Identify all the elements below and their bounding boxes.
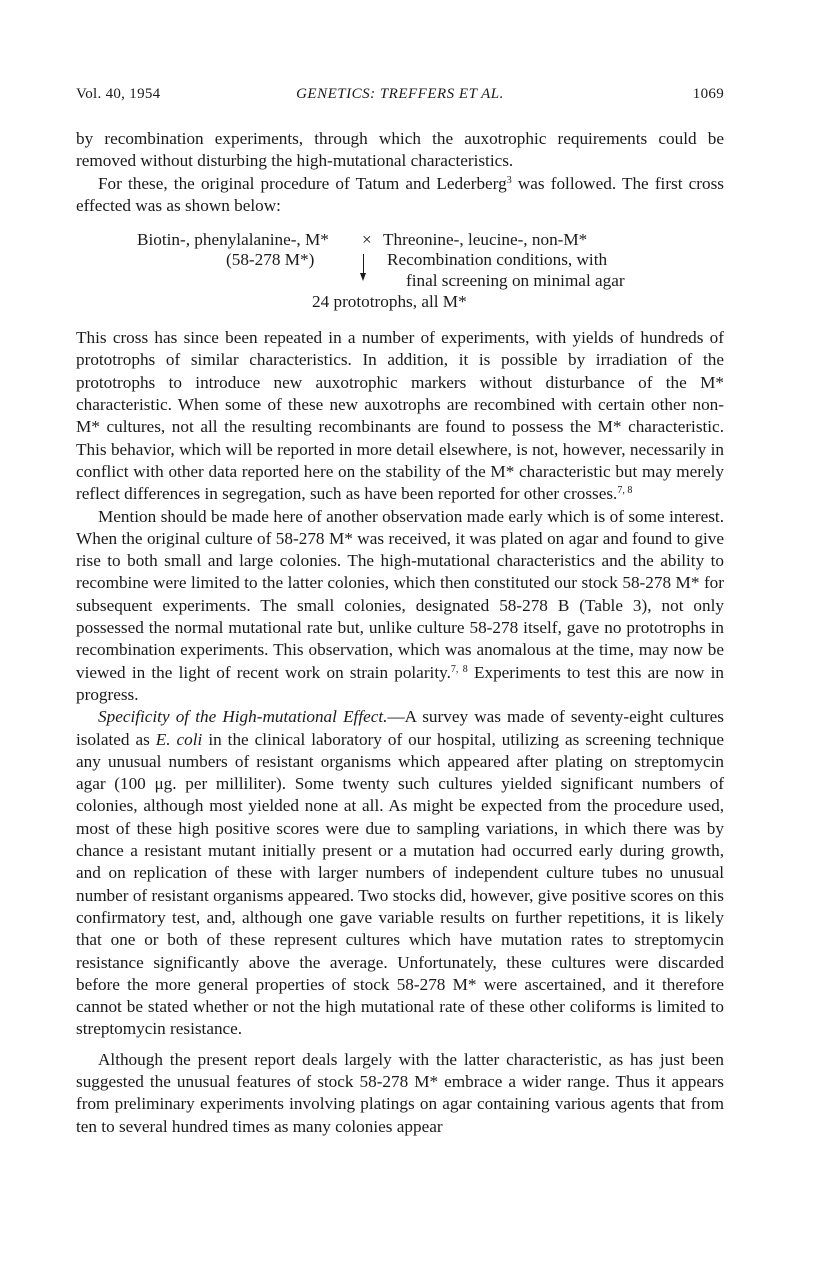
reference-7-8: 7, 8: [617, 485, 633, 497]
paragraph-4: [76, 506, 724, 707]
paragraph-3: [76, 327, 724, 505]
section-heading: Specificity of the High-mutational Effect.: [98, 707, 388, 727]
recombination-conditions: Recombination conditions, with: [387, 250, 608, 270]
species-name: E. coli: [155, 729, 203, 749]
paragraph-4-text-b: Experiments to test this are now in progress.: [76, 662, 725, 704]
paragraph-2: [76, 173, 724, 218]
article-body: [76, 128, 724, 1138]
page-number: 1069: [692, 86, 724, 102]
paragraph-3-text: This cross has since been repeated in a number of experiments, with yields of hundreds of prototrophs of similar characteristics. In addition, it is possible by irradiation of the prototrophs to introduce new auxotrophic markers without disturbance of the M* characteristic. When some of these new auxotrophs are recombined with certain other non-M* cultures, not all the resulting recombinants are found to possess the M* characteristic. This behavior, which will be reported in more detail elsewhere, is not, however, necessarily in conflict with other data reported here on the stability of the M* characteristic but may merely reflect differences in segregation, such as have been reported for other crosses.: [76, 328, 724, 504]
parent-1-stock: (58-278 M*): [226, 250, 315, 270]
paragraph-4-text-a: Mention should be made here of another observation made early which is of some interest. When the original culture of 58-278 M* was received, it was plated on agar and found to give rise to both small and large colonies. The high-mutational characteristics and the ability to recombine were limited to the latter colonies, which then constituted our stock 58-278 M* for subsequent experiments. The small colonies, designated 58-278 B (Table 3), not only possessed the normal mutational rate but, unlike culture 58-278 itself, gave no prototrophs in recombination experiments. This observation, which was anomalous at the time, may now be viewed in the light of recent work on strain polarity.: [76, 506, 724, 682]
paragraph-6: Although the present report deals largely with the latter characteristic, as has just been suggested the unusual features of stock 58-278 M* embrace a wider range. Thus it appears from preliminary experiments involving platings on agar containing various agents that from ten to several hundred times as many colonies appear: [76, 1049, 724, 1136]
reference-3: 3: [506, 174, 512, 186]
running-header: [76, 86, 724, 108]
paragraph-2-text-b: was followed. The first cross effected was as shown below:: [76, 173, 724, 215]
paragraph-5: [76, 706, 724, 1040]
paragraph-5-text-b: in the clinical laboratory of our hospital, utilizing as screening technique any unusual numbers of resistant organisms which appeared after plating on streptomycin agar (100 μg. per milliliter). Some twenty such cultures yielded significant numbers of colonies, although most yielded none at all. As might be expected from the procedure used, most of these high positive scores were due to sampling variations, in which there was by chance a resistant mutant initially present or a mutation had occurred early during growth, and on replication of these with larger numbers of independent culture tubes no unusual number of resistant organisms appeared. Two stocks did, however, give positive scores on this confirmatory test, and, although one gave variable results on further repetitions, it is likely that one or both of these represent cultures which have mutation rates to streptomycin resistance significantly above the average. Unfortunately, these cultures were discarded before the more general properties of stock 58-278 M* were ascertained, and it therefore cannot be stated whether or not the high mutational rate of these other coliforms is limited to streptomycin resistance.: [76, 729, 725, 1039]
running-title: GENETICS: TREFFERS ET AL.: [296, 86, 504, 102]
reference-7-8-second: 7, 8: [450, 663, 468, 675]
paragraph-5-text-a: —A survey was made of seventy-eight cultures isolated as: [76, 707, 724, 749]
cross-result: 24 prototrophs, all M*: [312, 292, 467, 312]
parent-1: Biotin-, phenylalanine-, M*: [137, 230, 329, 250]
paragraph-1: by recombination experiments, through which the auxotrophic requirements could be removed without disturbing the high-mutational characteristics.: [76, 129, 724, 171]
down-arrow-head: [360, 273, 366, 281]
down-arrow-shaft: [363, 254, 364, 274]
final-screening: final screening on minimal agar: [406, 271, 625, 291]
volume-label: Vol. 40, 1954: [76, 86, 161, 102]
paragraph-2-text-a: For these, the original procedure of Tatum and Lederberg: [98, 173, 507, 193]
parent-2: Threonine-, leucine-, non-M*: [383, 230, 588, 250]
cross-diagram: [76, 227, 724, 319]
cross-symbol: ×: [362, 230, 372, 250]
